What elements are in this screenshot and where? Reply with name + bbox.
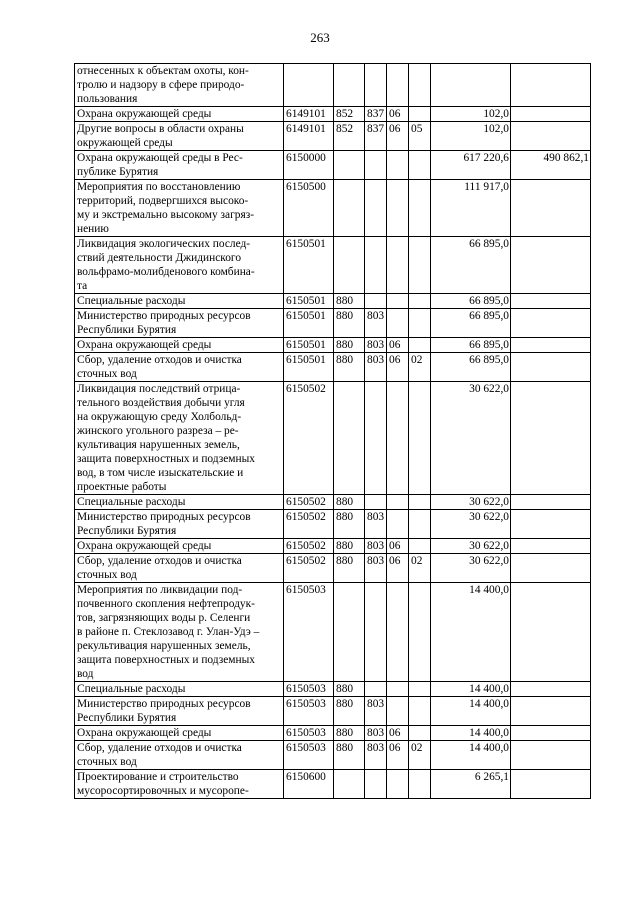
row-ministry-cell xyxy=(365,583,387,682)
row-section-cell: 06 xyxy=(387,338,409,353)
row-ministry-cell: 803 xyxy=(365,741,387,770)
row-amount-cell: 30 622,0 xyxy=(431,554,511,583)
row-name-cell: Охрана окружающей среды xyxy=(75,338,284,353)
row-subsection-cell xyxy=(409,180,431,237)
row-ministry-cell xyxy=(365,151,387,180)
row-amount2-cell xyxy=(511,682,591,697)
row-group-cell xyxy=(334,583,365,682)
row-section-cell: 06 xyxy=(387,726,409,741)
row-subsection-cell xyxy=(409,382,431,495)
row-amount2-cell xyxy=(511,495,591,510)
row-section-cell xyxy=(387,495,409,510)
row-group-cell xyxy=(334,64,365,107)
row-section-cell xyxy=(387,382,409,495)
row-subsection-cell xyxy=(409,510,431,539)
row-amount-cell: 66 895,0 xyxy=(431,338,511,353)
row-ministry-cell: 803 xyxy=(365,697,387,726)
row-section-cell xyxy=(387,309,409,338)
row-group-cell xyxy=(334,237,365,294)
row-amount2-cell xyxy=(511,107,591,122)
row-name-cell: Охрана окружающей среды в Рес- публике Бурятия xyxy=(75,151,284,180)
row-section-cell xyxy=(387,583,409,682)
row-ministry-cell: 803 xyxy=(365,338,387,353)
table-body xyxy=(75,64,591,799)
row-name-cell: Сбор, удаление отходов и очистка сточных вод xyxy=(75,554,284,583)
row-section-cell: 06 xyxy=(387,539,409,554)
row-amount-cell xyxy=(431,64,511,107)
row-code-cell: 6150502 xyxy=(284,382,334,495)
row-group-cell xyxy=(334,180,365,237)
row-amount2-cell xyxy=(511,510,591,539)
row-ministry-cell: 837 xyxy=(365,122,387,151)
row-code-cell: 6149101 xyxy=(284,122,334,151)
budget-table xyxy=(74,63,591,799)
row-name-cell: Специальные расходы xyxy=(75,495,284,510)
row-group-cell xyxy=(334,770,365,799)
table-row xyxy=(75,294,591,309)
row-amount-cell: 6 265,1 xyxy=(431,770,511,799)
row-subsection-cell: 02 xyxy=(409,353,431,382)
table-row xyxy=(75,122,591,151)
row-section-cell xyxy=(387,180,409,237)
row-code-cell: 6150501 xyxy=(284,353,334,382)
row-subsection-cell xyxy=(409,583,431,682)
row-code-cell: 6150503 xyxy=(284,741,334,770)
row-group-cell: 880 xyxy=(334,338,365,353)
row-amount2-cell xyxy=(511,726,591,741)
row-amount2-cell xyxy=(511,539,591,554)
row-section-cell xyxy=(387,770,409,799)
row-amount2-cell xyxy=(511,770,591,799)
row-code-cell: 6150501 xyxy=(284,237,334,294)
table-row xyxy=(75,237,591,294)
row-amount2-cell xyxy=(511,237,591,294)
row-group-cell: 880 xyxy=(334,741,365,770)
row-amount2-cell xyxy=(511,554,591,583)
row-amount-cell: 66 895,0 xyxy=(431,294,511,309)
row-name-cell: Специальные расходы xyxy=(75,294,284,309)
row-ministry-cell: 803 xyxy=(365,353,387,382)
row-subsection-cell xyxy=(409,697,431,726)
row-name-cell: Охрана окружающей среды xyxy=(75,726,284,741)
row-name-cell: Мероприятия по восстановлению территорий, подвергшихся высоко- му и экстремально высокому загряз- нению xyxy=(75,180,284,237)
row-amount2-cell xyxy=(511,294,591,309)
row-amount-cell: 30 622,0 xyxy=(431,495,511,510)
table-row xyxy=(75,741,591,770)
row-ministry-cell xyxy=(365,64,387,107)
row-section-cell xyxy=(387,697,409,726)
row-name-cell: Ликвидация экологических послед- ствий деятельности Джидинского вольфрамо-молибденового комбина- та xyxy=(75,237,284,294)
row-code-cell: 6150503 xyxy=(284,682,334,697)
row-amount2-cell xyxy=(511,338,591,353)
row-amount2-cell xyxy=(511,180,591,237)
row-amount-cell: 14 400,0 xyxy=(431,726,511,741)
row-ministry-cell: 803 xyxy=(365,539,387,554)
row-name-cell: Проектирование и строительство мусоросортировочных и мусоропе- xyxy=(75,770,284,799)
row-code-cell: 6150502 xyxy=(284,539,334,554)
row-code-cell: 6150501 xyxy=(284,294,334,309)
row-amount-cell: 66 895,0 xyxy=(431,309,511,338)
table-row xyxy=(75,539,591,554)
row-group-cell xyxy=(334,382,365,495)
table-row xyxy=(75,770,591,799)
row-ministry-cell xyxy=(365,495,387,510)
row-name-cell: Ликвидация последствий отрица- тельного воздействия добычи угля на окружающую среду Холбольд- жинского угольного разреза – ре- культивация нарушенных земель, защита поверхностных и подземных вод, в том числе изыскательские и проектные работы xyxy=(75,382,284,495)
row-code-cell: 6150503 xyxy=(284,697,334,726)
row-group-cell: 852 xyxy=(334,107,365,122)
table-row xyxy=(75,510,591,539)
row-ministry-cell xyxy=(365,682,387,697)
table-row xyxy=(75,382,591,495)
table-row xyxy=(75,107,591,122)
row-subsection-cell xyxy=(409,151,431,180)
row-amount-cell: 111 917,0 xyxy=(431,180,511,237)
table-row xyxy=(75,583,591,682)
row-name-cell: Министерство природных ресурсов Республики Бурятия xyxy=(75,697,284,726)
row-ministry-cell: 803 xyxy=(365,726,387,741)
row-subsection-cell xyxy=(409,294,431,309)
row-amount-cell: 30 622,0 xyxy=(431,382,511,495)
row-subsection-cell xyxy=(409,726,431,741)
row-amount-cell: 66 895,0 xyxy=(431,237,511,294)
row-ministry-cell: 803 xyxy=(365,309,387,338)
row-code-cell: 6150502 xyxy=(284,554,334,583)
row-group-cell xyxy=(334,151,365,180)
row-code-cell: 6150501 xyxy=(284,309,334,338)
row-section-cell xyxy=(387,64,409,107)
row-name-cell: Министерство природных ресурсов Республики Бурятия xyxy=(75,510,284,539)
table-row xyxy=(75,151,591,180)
row-ministry-cell xyxy=(365,770,387,799)
row-amount-cell: 14 400,0 xyxy=(431,697,511,726)
row-amount-cell: 14 400,0 xyxy=(431,741,511,770)
row-code-cell: 6150502 xyxy=(284,510,334,539)
table-row xyxy=(75,495,591,510)
row-amount-cell: 102,0 xyxy=(431,107,511,122)
row-section-cell: 06 xyxy=(387,122,409,151)
row-amount2-cell xyxy=(511,697,591,726)
row-code-cell: 6149101 xyxy=(284,107,334,122)
row-amount-cell: 66 895,0 xyxy=(431,353,511,382)
row-group-cell: 880 xyxy=(334,353,365,382)
row-amount2-cell xyxy=(511,583,591,682)
row-ministry-cell xyxy=(365,294,387,309)
row-amount-cell: 30 622,0 xyxy=(431,510,511,539)
table-row xyxy=(75,64,591,107)
row-amount-cell: 617 220,6 xyxy=(431,151,511,180)
row-ministry-cell: 803 xyxy=(365,554,387,583)
row-code-cell: 6150502 xyxy=(284,495,334,510)
table-row xyxy=(75,697,591,726)
row-subsection-cell xyxy=(409,338,431,353)
row-code-cell: 6150501 xyxy=(284,338,334,353)
row-name-cell: Сбор, удаление отходов и очистка сточных вод xyxy=(75,741,284,770)
row-subsection-cell: 02 xyxy=(409,741,431,770)
row-name-cell: Охрана окружающей среды xyxy=(75,539,284,554)
row-code-cell: 6150600 xyxy=(284,770,334,799)
row-name-cell: Сбор, удаление отходов и очистка сточных вод xyxy=(75,353,284,382)
table-row xyxy=(75,309,591,338)
row-section-cell: 06 xyxy=(387,554,409,583)
row-subsection-cell xyxy=(409,309,431,338)
row-section-cell xyxy=(387,682,409,697)
row-group-cell: 880 xyxy=(334,726,365,741)
row-subsection-cell xyxy=(409,64,431,107)
table-row xyxy=(75,726,591,741)
row-group-cell: 880 xyxy=(334,495,365,510)
row-section-cell xyxy=(387,237,409,294)
row-section-cell: 06 xyxy=(387,353,409,382)
row-name-cell: отнесенных к объектам охоты, кон- тролю и надзору в сфере природо- пользования xyxy=(75,64,284,107)
row-section-cell: 06 xyxy=(387,741,409,770)
row-group-cell: 880 xyxy=(334,510,365,539)
table-row xyxy=(75,682,591,697)
row-group-cell: 880 xyxy=(334,697,365,726)
row-section-cell xyxy=(387,510,409,539)
row-amount-cell: 30 622,0 xyxy=(431,539,511,554)
row-group-cell: 880 xyxy=(334,554,365,583)
row-amount-cell: 102,0 xyxy=(431,122,511,151)
row-amount2-cell xyxy=(511,382,591,495)
row-group-cell: 880 xyxy=(334,294,365,309)
row-name-cell: Охрана окружающей среды xyxy=(75,107,284,122)
table-row xyxy=(75,338,591,353)
row-code-cell: 6150000 xyxy=(284,151,334,180)
row-amount2-cell xyxy=(511,741,591,770)
table-row xyxy=(75,180,591,237)
row-ministry-cell xyxy=(365,237,387,294)
row-amount2-cell xyxy=(511,353,591,382)
row-group-cell: 880 xyxy=(334,682,365,697)
page-number: 263 xyxy=(310,30,330,45)
row-subsection-cell xyxy=(409,539,431,554)
table-row xyxy=(75,554,591,583)
row-ministry-cell xyxy=(365,382,387,495)
row-ministry-cell xyxy=(365,180,387,237)
row-name-cell: Мероприятия по ликвидации под- почвенного скопления нефтепродук- тов, загрязняющих воды р. Селенги в районе п. Стеклозавод г. Улан-Удэ – рекультивация нарушенных земель, защита поверхностных и подземных вод xyxy=(75,583,284,682)
row-code-cell xyxy=(284,64,334,107)
row-amount-cell: 14 400,0 xyxy=(431,583,511,682)
row-amount2-cell xyxy=(511,309,591,338)
row-name-cell: Специальные расходы xyxy=(75,682,284,697)
row-amount2-cell xyxy=(511,64,591,107)
row-amount-cell: 14 400,0 xyxy=(431,682,511,697)
row-subsection-cell xyxy=(409,107,431,122)
row-amount2-cell: 490 862,1 xyxy=(511,151,591,180)
row-group-cell: 880 xyxy=(334,539,365,554)
row-name-cell: Другие вопросы в области охраны окружающей среды xyxy=(75,122,284,151)
row-group-cell: 852 xyxy=(334,122,365,151)
row-ministry-cell: 803 xyxy=(365,510,387,539)
row-subsection-cell: 05 xyxy=(409,122,431,151)
row-section-cell: 06 xyxy=(387,107,409,122)
table-row xyxy=(75,353,591,382)
row-ministry-cell: 837 xyxy=(365,107,387,122)
row-code-cell: 6150500 xyxy=(284,180,334,237)
row-code-cell: 6150503 xyxy=(284,583,334,682)
row-amount2-cell xyxy=(511,122,591,151)
row-subsection-cell xyxy=(409,237,431,294)
row-subsection-cell xyxy=(409,495,431,510)
row-section-cell xyxy=(387,294,409,309)
row-subsection-cell xyxy=(409,770,431,799)
row-section-cell xyxy=(387,151,409,180)
row-group-cell: 880 xyxy=(334,309,365,338)
row-code-cell: 6150503 xyxy=(284,726,334,741)
row-subsection-cell: 02 xyxy=(409,554,431,583)
row-name-cell: Министерство природных ресурсов Республики Бурятия xyxy=(75,309,284,338)
row-subsection-cell xyxy=(409,682,431,697)
